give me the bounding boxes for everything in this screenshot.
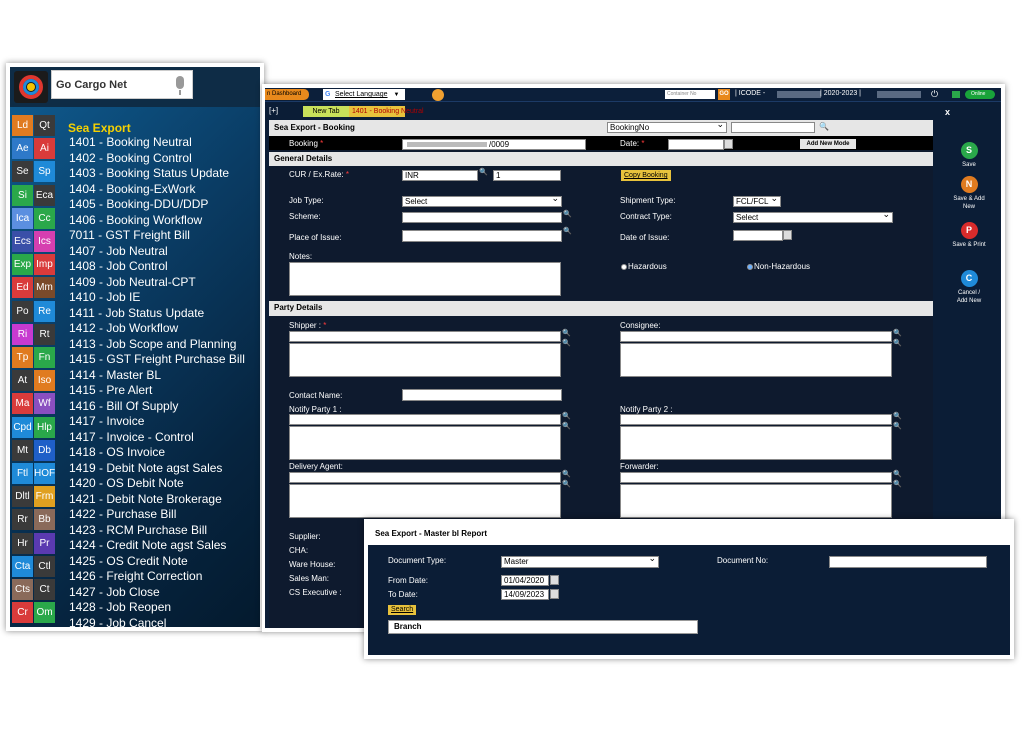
module-tile-cc[interactable]: Cc bbox=[34, 208, 55, 229]
consignee-lookup-icon-2[interactable]: 🔍 bbox=[893, 340, 902, 347]
page-title: Sea Export - Booking bbox=[269, 120, 933, 136]
job-type-label: Job Type: bbox=[289, 196, 324, 205]
notify-party-1-address[interactable] bbox=[289, 426, 561, 460]
scheme-input[interactable] bbox=[402, 212, 562, 223]
module-tile-ctl[interactable]: Ctl bbox=[34, 556, 55, 577]
tab-bar bbox=[265, 106, 1001, 118]
action-circle-icon: C bbox=[961, 270, 978, 287]
shipment-type-label: Shipment Type: bbox=[620, 196, 676, 205]
google-icon: G bbox=[325, 91, 331, 98]
search-field-select[interactable]: BookingNo ⌄ bbox=[607, 122, 727, 133]
menu-item[interactable]: 1421 - Debit Note Brokerage bbox=[69, 491, 222, 506]
document-type-select[interactable]: Master ⌄ bbox=[501, 556, 659, 568]
notes-label: Notes: bbox=[289, 252, 313, 261]
module-tile-ica[interactable]: Ica bbox=[12, 208, 33, 229]
menu-item[interactable]: 1403 - Booking Status Update bbox=[69, 166, 230, 180]
add-tab-button[interactable]: [+] bbox=[269, 106, 279, 115]
menu-item[interactable]: 1410 - Job IE bbox=[69, 290, 141, 304]
power-icon[interactable]: ⏻ bbox=[931, 89, 939, 99]
module-tile-hlp[interactable]: Hlp bbox=[34, 417, 55, 438]
module-tile-mm[interactable]: Mm bbox=[34, 277, 55, 298]
module-tile-exp[interactable]: Exp bbox=[12, 254, 33, 275]
report-title: Sea Export - Master bl Report bbox=[368, 523, 1010, 545]
module-tile-ma[interactable]: Ma bbox=[12, 393, 33, 414]
module-tile-tp[interactable]: Tp bbox=[12, 347, 33, 368]
cha-label: CHA: bbox=[289, 546, 309, 555]
online-status-badge: Online bbox=[965, 90, 995, 99]
menu-search-input[interactable] bbox=[51, 70, 193, 99]
report-form bbox=[368, 545, 1010, 655]
action-save-add-new-button[interactable] bbox=[937, 176, 1001, 211]
module-tile-qt[interactable]: Qt bbox=[34, 115, 55, 136]
delivery-agent-label: Delivery Agent: bbox=[289, 462, 343, 471]
module-tile-wf[interactable]: Wf bbox=[34, 393, 55, 414]
menu-item[interactable]: 1412 - Job Workflow bbox=[69, 321, 179, 335]
currency-input[interactable]: INR bbox=[402, 170, 478, 181]
notify2-lookup-icon-2[interactable]: 🔍 bbox=[893, 423, 902, 430]
forwarder-address[interactable] bbox=[620, 484, 892, 518]
module-tile-fn[interactable]: Fn bbox=[34, 347, 55, 368]
document-type-label: Document Type: bbox=[388, 556, 447, 565]
module-tile-po[interactable]: Po bbox=[12, 301, 33, 322]
contact-name-label: Contact Name: bbox=[289, 391, 343, 400]
menu-item[interactable]: 1414 - Master BL bbox=[69, 367, 162, 382]
to-date-label: To Date: bbox=[388, 590, 418, 599]
menu-item[interactable]: 1420 - OS Debit Note bbox=[69, 476, 184, 490]
forwarder-label: Forwarder: bbox=[620, 462, 659, 471]
notification-icon[interactable] bbox=[432, 89, 444, 101]
module-tile-at[interactable]: At bbox=[12, 370, 33, 391]
module-tile-iso[interactable]: Iso bbox=[34, 370, 55, 391]
menu-item[interactable]: 1428 - Job Reopen bbox=[69, 600, 172, 614]
booking-search-input[interactable] bbox=[731, 122, 815, 133]
issue-calendar-icon[interactable] bbox=[783, 230, 792, 240]
shipment-type-select[interactable]: FCL/FCL ⌄ bbox=[733, 196, 781, 207]
add-new-mode-button[interactable]: Add New Mode bbox=[800, 139, 856, 149]
module-tile-frm[interactable]: Frm bbox=[34, 486, 55, 507]
top-bar bbox=[265, 88, 1001, 102]
non-hazardous-radio[interactable]: Non-Hazardous bbox=[747, 262, 810, 271]
module-tile-cpd[interactable]: Cpd bbox=[12, 417, 33, 438]
place-lookup-icon[interactable]: 🔍 bbox=[563, 228, 572, 235]
icode-label: | ICODE - bbox=[735, 90, 766, 97]
menu-item[interactable]: 1407 - Job Neutral bbox=[69, 243, 168, 258]
action-save-button[interactable] bbox=[937, 142, 1001, 169]
menu-item[interactable]: 1422 - Purchase Bill bbox=[69, 507, 177, 521]
to-date-input[interactable]: 14/09/2023 bbox=[501, 589, 549, 600]
grid-icon[interactable] bbox=[952, 91, 960, 98]
scheme-lookup-icon[interactable]: 🔍 bbox=[563, 211, 572, 218]
notify1-lookup-icon-2[interactable]: 🔍 bbox=[562, 423, 571, 430]
shipper-input[interactable] bbox=[289, 331, 561, 342]
warehouse-label: Ware House: bbox=[289, 560, 336, 569]
module-tile-eca[interactable]: Eca bbox=[34, 185, 55, 206]
menu-item[interactable]: 1402 - Booking Control bbox=[69, 150, 192, 165]
module-tile-se[interactable]: Se bbox=[12, 161, 33, 182]
menu-item[interactable]: 1408 - Job Control bbox=[69, 259, 168, 273]
forwarder-lookup-icon[interactable]: 🔍 bbox=[893, 471, 902, 478]
menu-item[interactable]: 1416 - Bill Of Supply bbox=[69, 398, 179, 413]
general-details-heading: General Details bbox=[269, 152, 933, 166]
go-button[interactable]: GO bbox=[718, 89, 730, 100]
module-menu-panel bbox=[6, 63, 264, 631]
notify-party-1-input[interactable] bbox=[289, 414, 561, 425]
supplier-label: Supplier: bbox=[289, 532, 321, 541]
date-label: Date: * bbox=[620, 139, 645, 148]
search-icon[interactable]: 🔍 bbox=[819, 122, 829, 131]
notify2-lookup-icon[interactable]: 🔍 bbox=[893, 413, 902, 420]
menu-item[interactable]: 7011 - GST Freight Bill bbox=[69, 228, 190, 242]
booking-no-input[interactable]: /0009 bbox=[402, 139, 586, 150]
notify-party-2-input[interactable] bbox=[620, 414, 892, 425]
financial-years[interactable]: | 2020-2023 | bbox=[820, 90, 862, 97]
currency-label: CUR / Ex.Rate: * bbox=[289, 170, 350, 179]
branch-header[interactable]: Branch bbox=[388, 620, 698, 634]
language-select[interactable]: G Select Language ▼ bbox=[323, 89, 405, 100]
date-of-issue-input[interactable] bbox=[733, 230, 783, 241]
lookup-icon[interactable]: 🔍 bbox=[479, 169, 488, 176]
delivery-agent-input[interactable] bbox=[289, 472, 561, 483]
module-tile-dltl[interactable]: Dltl bbox=[12, 486, 33, 507]
module-tile-sp[interactable]: Sp bbox=[34, 161, 55, 182]
consignee-input[interactable] bbox=[620, 331, 892, 342]
menu-item[interactable]: 1409 - Job Neutral-CPT bbox=[69, 274, 196, 289]
action-buttons bbox=[937, 142, 1001, 342]
module-tile-ri[interactable]: Ri bbox=[12, 324, 33, 345]
module-tile-db[interactable]: Db bbox=[34, 440, 55, 461]
app-name: Go Cargo Net bbox=[56, 79, 127, 91]
module-tile-ecs[interactable]: Ecs bbox=[12, 231, 33, 252]
party-details-heading: Party Details bbox=[269, 301, 933, 316]
action-circle-icon: S bbox=[961, 142, 978, 159]
salesman-label: Sales Man: bbox=[289, 574, 330, 583]
module-tile-ftl[interactable]: Ftl bbox=[12, 463, 33, 484]
menu-title: Sea Export bbox=[68, 121, 131, 135]
consignee-address[interactable] bbox=[620, 343, 892, 377]
shipper-lookup-icon-2[interactable]: 🔍 bbox=[562, 340, 571, 347]
action-circle-icon: P bbox=[961, 222, 978, 239]
notify1-lookup-icon[interactable]: 🔍 bbox=[562, 413, 571, 420]
module-tile-hof[interactable]: HOF bbox=[34, 463, 55, 484]
user-name bbox=[877, 91, 921, 98]
scheme-label: Scheme: bbox=[289, 212, 321, 221]
from-date-input[interactable]: 01/04/2020 bbox=[501, 575, 549, 586]
place-of-issue-label: Place of Issue: bbox=[289, 233, 342, 242]
module-tile-cr[interactable]: Cr bbox=[12, 602, 33, 623]
module-tile-rt[interactable]: Rt bbox=[34, 324, 55, 345]
contact-name-input[interactable] bbox=[402, 389, 562, 401]
icode-value bbox=[777, 91, 821, 98]
module-tile-imp[interactable]: Imp bbox=[34, 254, 55, 275]
tab-booking-neutral[interactable]: 1401 - Booking Neutral bbox=[349, 106, 405, 117]
booking-label: Booking * bbox=[289, 139, 324, 148]
master-bl-report-window bbox=[364, 519, 1014, 659]
job-type-select[interactable]: Select ⌄ bbox=[402, 196, 562, 207]
booking-date-input[interactable] bbox=[668, 139, 724, 150]
dashboard-button[interactable]: n Dashboard bbox=[265, 89, 309, 100]
menu-item[interactable]: 1417 - Invoice - Control bbox=[69, 429, 194, 444]
close-tab-icon[interactable]: x bbox=[945, 107, 951, 117]
contract-type-select[interactable]: Select ⌄ bbox=[733, 212, 893, 223]
document-no-label: Document No: bbox=[717, 556, 769, 565]
action-circle-icon: N bbox=[961, 176, 978, 193]
action-save-print-button[interactable] bbox=[937, 222, 1001, 249]
menu-item[interactable]: 1404 - Booking-ExWork bbox=[69, 181, 196, 196]
module-tile-hr[interactable]: Hr bbox=[12, 533, 33, 554]
delivery-agent-address[interactable] bbox=[289, 484, 561, 518]
menu-item[interactable]: 1406 - Booking Workflow bbox=[69, 212, 203, 227]
menu-item[interactable]: 1427 - Job Close bbox=[69, 584, 160, 599]
menu-item[interactable]: 1411 - Job Status Update bbox=[69, 305, 205, 320]
module-tile-ai[interactable]: Ai bbox=[34, 138, 55, 159]
copy-booking-button[interactable]: Copy Booking bbox=[621, 170, 671, 181]
menu-item[interactable]: 1425 - OS Credit Note bbox=[69, 553, 188, 568]
shipper-label: Shipper : * bbox=[289, 321, 327, 330]
action-label: Cancel / Add New bbox=[956, 290, 982, 304]
calendar-icon[interactable] bbox=[724, 139, 733, 149]
menu-item[interactable]: 1405 - Booking-DDU/DDP bbox=[69, 197, 209, 211]
booking-prefix bbox=[407, 142, 487, 147]
module-tile-om[interactable]: Om bbox=[34, 602, 55, 623]
consignee-lookup-icon[interactable]: 🔍 bbox=[893, 330, 902, 337]
forwarder-lookup-icon-2[interactable]: 🔍 bbox=[893, 481, 902, 488]
module-tile-re[interactable]: Re bbox=[34, 301, 55, 322]
notify-party-2-address[interactable] bbox=[620, 426, 892, 460]
menu-item[interactable]: 1401 - Booking Neutral bbox=[69, 135, 192, 149]
module-menu-body bbox=[10, 67, 260, 630]
module-tile-mt[interactable]: Mt bbox=[12, 440, 33, 461]
module-tile-ae[interactable]: Ae bbox=[12, 138, 33, 159]
exchange-rate-input[interactable]: 1 bbox=[493, 170, 561, 181]
from-date-label: From Date: bbox=[388, 576, 429, 585]
menu-item[interactable]: 1415 - GST Freight Purchase Bill bbox=[69, 352, 245, 366]
tab-new[interactable]: New Tab bbox=[303, 106, 349, 117]
app-logo[interactable] bbox=[14, 71, 48, 103]
module-tile-rr[interactable]: Rr bbox=[12, 509, 33, 530]
module-tile-cts[interactable]: Cts bbox=[12, 579, 33, 600]
delivery-lookup-icon-2[interactable]: 🔍 bbox=[562, 481, 571, 488]
menu-header bbox=[10, 67, 260, 107]
notify-party-1-label: Notify Party 1 : bbox=[289, 405, 342, 414]
shipper-address[interactable] bbox=[289, 343, 561, 377]
module-tile-ld[interactable]: Ld bbox=[12, 115, 33, 136]
action-label: Save & Add New bbox=[953, 196, 985, 210]
menu-item[interactable]: 1415 - Pre Alert bbox=[69, 383, 153, 397]
menu-item[interactable]: 1419 - Debit Note agst Sales bbox=[69, 460, 223, 475]
place-of-issue-input[interactable] bbox=[402, 230, 562, 242]
consignee-label: Consignee: bbox=[620, 321, 661, 330]
action-label: Save & Print bbox=[952, 242, 986, 248]
module-tile-ct[interactable]: Ct bbox=[34, 579, 55, 600]
module-tile-ed[interactable]: Ed bbox=[12, 277, 33, 298]
search-button[interactable]: Search bbox=[388, 605, 416, 615]
hazardous-radio[interactable]: Hazardous bbox=[621, 262, 667, 271]
notes-textarea[interactable] bbox=[289, 262, 561, 296]
module-tile-ics[interactable]: Ics bbox=[34, 231, 55, 252]
menu-item[interactable]: 1424 - Credit Note agst Sales bbox=[69, 538, 227, 552]
to-calendar-icon[interactable] bbox=[550, 589, 559, 599]
menu-item[interactable]: 1417 - Invoice bbox=[69, 414, 145, 428]
delivery-lookup-icon[interactable]: 🔍 bbox=[562, 471, 571, 478]
forwarder-input[interactable] bbox=[620, 472, 892, 483]
menu-item[interactable]: 1413 - Job Scope and Planning bbox=[69, 336, 237, 351]
menu-item[interactable]: 1418 - OS Invoice bbox=[69, 445, 166, 459]
module-tile-pr[interactable]: Pr bbox=[34, 533, 55, 554]
module-tile-bb[interactable]: Bb bbox=[34, 509, 55, 530]
action-label: Save bbox=[962, 162, 976, 168]
menu-item[interactable]: 1426 - Freight Correction bbox=[69, 569, 203, 583]
menu-item[interactable]: 1429 - Job Cancel bbox=[69, 615, 167, 630]
action-cancel-add-new-button[interactable] bbox=[937, 270, 1001, 305]
contract-type-label: Contract Type: bbox=[620, 212, 672, 221]
menu-item[interactable]: 1423 - RCM Purchase Bill bbox=[69, 522, 208, 537]
module-tile-cta[interactable]: Cta bbox=[12, 556, 33, 577]
container-no-input[interactable]: Container No bbox=[665, 90, 715, 99]
shipper-lookup-icon[interactable]: 🔍 bbox=[562, 330, 571, 337]
cs-executive-label: CS Executive : bbox=[289, 588, 342, 597]
module-tile-si[interactable]: Si bbox=[12, 185, 33, 206]
date-of-issue-label: Date of Issue: bbox=[620, 233, 670, 242]
notify-party-2-label: Notify Party 2 : bbox=[620, 405, 673, 414]
microphone-icon[interactable] bbox=[176, 76, 184, 89]
document-no-input[interactable] bbox=[829, 556, 987, 568]
from-calendar-icon[interactable] bbox=[550, 575, 559, 585]
